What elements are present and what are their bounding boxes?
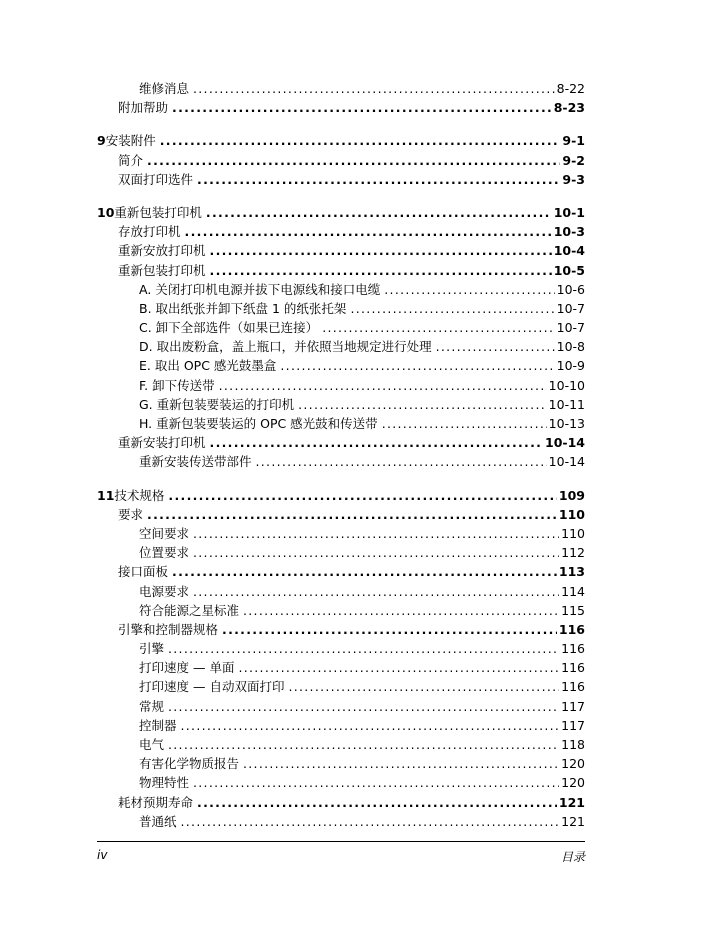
toc-page-number: 112 — [561, 545, 585, 561]
toc-entry-title: 简介 — [118, 152, 144, 168]
toc-entry-title: 重新安放打印机 — [118, 243, 206, 259]
toc-entry[interactable] — [97, 452, 585, 471]
toc-dot-leader — [206, 203, 552, 222]
toc-page-number: 109 — [558, 487, 585, 503]
toc-page-number: 10-11 — [548, 396, 585, 412]
toc-chapter-number: 10 — [97, 204, 115, 220]
toc-entry[interactable] — [97, 773, 585, 792]
toc-page-number: 121 — [561, 813, 585, 829]
toc-page-number: 110 — [561, 525, 585, 541]
toc-page-number: 10-13 — [548, 416, 585, 431]
toc-page-number: 118 — [561, 737, 585, 752]
toc-entry-title: 位置要求 — [139, 545, 190, 561]
toc-page-number: 10-9 — [556, 358, 585, 374]
toc-dot-leader — [160, 131, 561, 150]
toc-dot-leader — [193, 543, 559, 562]
toc-dot-leader — [210, 241, 552, 260]
toc-entry[interactable] — [97, 543, 585, 562]
toc-entry[interactable] — [97, 79, 585, 98]
toc-entry[interactable] — [97, 658, 585, 677]
toc-dot-leader — [147, 505, 557, 524]
toc-entry-title: 控制器 — [139, 717, 177, 733]
toc-entry-title: 电气 — [139, 737, 165, 752]
toc-dot-leader — [280, 356, 554, 375]
toc-page-number: 121 — [558, 794, 585, 810]
toc-entry[interactable] — [97, 677, 585, 696]
footer-page-number: iv — [97, 848, 108, 862]
toc-chapter-number: 11 — [97, 487, 115, 503]
toc-dot-leader — [193, 524, 559, 543]
toc-entry[interactable] — [97, 151, 585, 170]
toc-entry-title: F. 卸下传送带 — [139, 377, 215, 393]
toc-entry-title: A. 关闭打印机电源并拔下电源线和接口电缆 — [139, 281, 381, 297]
toc-dot-leader — [193, 79, 555, 98]
toc-dot-leader — [210, 261, 552, 280]
toc-dot-leader — [168, 735, 559, 754]
toc-dot-leader — [243, 754, 559, 773]
toc-entry-title: 打印速度 — 单面 — [139, 660, 235, 676]
toc-entry-title: 重新安装打印机 — [118, 435, 206, 451]
table-of-contents — [97, 79, 585, 831]
toc-entry[interactable] — [97, 280, 585, 299]
toc-section-gap — [97, 472, 585, 486]
toc-entry-title: 要求 — [118, 506, 144, 522]
toc-page-number: 115 — [561, 602, 585, 618]
toc-dot-leader — [222, 620, 557, 639]
toc-dot-leader — [322, 318, 554, 337]
toc-page-number: 114 — [561, 583, 585, 599]
toc-entry-title: C. 卸下全部选件（如果已连接） — [139, 320, 319, 336]
toc-entry[interactable] — [97, 299, 585, 318]
toc-page-number: 113 — [558, 564, 585, 580]
toc-entry[interactable] — [97, 582, 585, 601]
toc-entry-title: 引擎 — [139, 641, 165, 657]
toc-page-number: 10-10 — [548, 377, 585, 393]
footer-section-title: 目录 — [560, 850, 585, 864]
toc-entry[interactable] — [97, 754, 585, 773]
toc-dot-leader — [172, 98, 552, 117]
toc-page-number: 116 — [561, 679, 585, 695]
toc-entry-title: 引擎和控制器规格 — [118, 621, 219, 637]
toc-dot-leader — [147, 151, 560, 170]
toc-dot-leader — [238, 658, 559, 677]
toc-page-number: 117 — [561, 717, 585, 733]
toc-dot-leader — [172, 562, 557, 581]
toc-entry[interactable] — [97, 697, 585, 716]
toc-entry[interactable] — [97, 222, 585, 241]
toc-dot-leader — [350, 299, 554, 318]
toc-page-number: 10-14 — [545, 435, 585, 451]
toc-page-number: 8-22 — [556, 81, 585, 96]
toc-entry[interactable] — [97, 203, 585, 222]
toc-entry-title: 物理特性 — [139, 775, 190, 791]
toc-entry-title: 空间要求 — [139, 525, 190, 541]
toc-dot-leader — [288, 677, 559, 696]
toc-entry-title: 接口面板 — [118, 564, 169, 580]
toc-entry[interactable] — [97, 433, 585, 452]
toc-entry[interactable] — [97, 735, 585, 754]
toc-page-number: 116 — [558, 621, 585, 637]
toc-page-number: 120 — [561, 756, 585, 772]
toc-entry-title: 维修消息 — [139, 81, 190, 96]
toc-entry-title: 打印速度 — 自动双面打印 — [139, 679, 285, 695]
toc-dot-leader — [384, 280, 554, 299]
toc-dot-leader — [193, 582, 559, 601]
toc-dot-leader — [168, 697, 559, 716]
toc-page-number: 10-6 — [556, 281, 585, 297]
toc-dot-leader — [197, 170, 560, 189]
toc-page-number: 10-4 — [553, 243, 585, 259]
toc-entry[interactable] — [97, 131, 585, 150]
toc-page-number: 10-7 — [556, 320, 585, 336]
toc-entry[interactable] — [97, 793, 585, 812]
toc-dot-leader — [219, 376, 547, 395]
toc-entry[interactable] — [97, 639, 585, 658]
toc-section-gap — [97, 117, 585, 131]
toc-entry-title: 存放打印机 — [118, 224, 181, 240]
toc-entry[interactable] — [97, 376, 585, 395]
toc-dot-leader — [181, 812, 560, 831]
toc-dot-leader — [185, 222, 552, 241]
toc-dot-leader — [256, 452, 547, 471]
toc-page-number: 9-1 — [562, 133, 585, 149]
toc-entry-title: 常规 — [139, 698, 165, 714]
toc-entry[interactable] — [97, 620, 585, 639]
toc-entry-title: 重新安装传送带部件 — [139, 454, 252, 470]
toc-entry-title: H. 重新包装要装运的 OPC 感光鼓和传送带 — [139, 416, 378, 431]
toc-page-number: 10-7 — [556, 300, 585, 316]
toc-dot-leader — [193, 773, 559, 792]
toc-entry[interactable] — [97, 241, 585, 260]
toc-dot-leader — [382, 414, 547, 433]
toc-page-number: 8-23 — [553, 100, 585, 116]
toc-dot-leader — [168, 639, 559, 658]
toc-dot-leader — [298, 395, 547, 414]
toc-entry-title: 附加帮助 — [118, 100, 169, 116]
toc-page-number: 9-3 — [562, 171, 585, 187]
toc-entry-title: 有害化学物质报告 — [139, 756, 240, 772]
toc-entry-title: G. 重新包装要装运的打印机 — [139, 396, 295, 412]
toc-dot-leader — [181, 716, 560, 735]
toc-entry-title: 符合能源之星标准 — [139, 602, 240, 618]
toc-entry-title: 电源要求 — [139, 583, 190, 599]
toc-entry-title: 普通纸 — [139, 813, 177, 829]
toc-page-number: 117 — [561, 698, 585, 714]
toc-entry[interactable] — [97, 601, 585, 620]
toc-chapter-number: 9 — [97, 133, 106, 149]
toc-dot-leader — [210, 433, 544, 452]
toc-entry-title: 技术规格 — [114, 487, 165, 503]
toc-entry[interactable] — [97, 170, 585, 189]
toc-page-number: 120 — [561, 775, 585, 791]
toc-entry-title: 重新包装打印机 — [114, 204, 202, 220]
toc-entry[interactable] — [97, 414, 585, 433]
toc-entry[interactable] — [97, 505, 585, 524]
toc-entry-title: 双面打印选件 — [118, 171, 194, 187]
toc-entry[interactable] — [97, 261, 585, 280]
toc-dot-leader — [436, 337, 555, 356]
toc-entry[interactable] — [97, 486, 585, 505]
toc-entry[interactable] — [97, 812, 585, 831]
toc-entry-title: 耗材预期寿命 — [118, 794, 194, 810]
toc-page-number: 10-5 — [553, 262, 585, 278]
toc-page-number: 10-8 — [556, 339, 585, 355]
toc-dot-leader — [197, 793, 557, 812]
toc-entry[interactable] — [97, 318, 585, 337]
toc-entry[interactable] — [97, 98, 585, 117]
toc-page-number: 10-14 — [548, 454, 585, 470]
toc-entry[interactable] — [97, 356, 585, 375]
toc-entry[interactable] — [97, 337, 585, 356]
toc-entry-title: D. 取出废粉盒，盖上瓶口，并依照当地规定进行处理 — [139, 339, 432, 355]
toc-entry-title: B. 取出纸张并卸下纸盘 1 的纸张托架 — [139, 300, 347, 316]
toc-entry[interactable] — [97, 716, 585, 735]
toc-entry[interactable] — [97, 524, 585, 543]
toc-page-number: 10-1 — [553, 204, 585, 220]
footer-divider — [97, 841, 585, 842]
toc-page-number: 9-2 — [562, 152, 585, 168]
toc-dot-leader — [168, 486, 556, 505]
toc-entry-title: 安装附件 — [105, 133, 156, 149]
toc-page-number: 110 — [558, 506, 585, 522]
toc-dot-leader — [243, 601, 559, 620]
toc-entry[interactable] — [97, 395, 585, 414]
toc-page-number: 116 — [561, 660, 585, 676]
toc-entry[interactable] — [97, 562, 585, 581]
toc-entry-title: E. 取出 OPC 感光鼓墨盒 — [139, 358, 277, 374]
toc-page-number: 116 — [561, 641, 585, 657]
toc-section-gap — [97, 189, 585, 203]
toc-entry-title: 重新包装打印机 — [118, 262, 206, 278]
toc-page-number: 10-3 — [553, 224, 585, 240]
